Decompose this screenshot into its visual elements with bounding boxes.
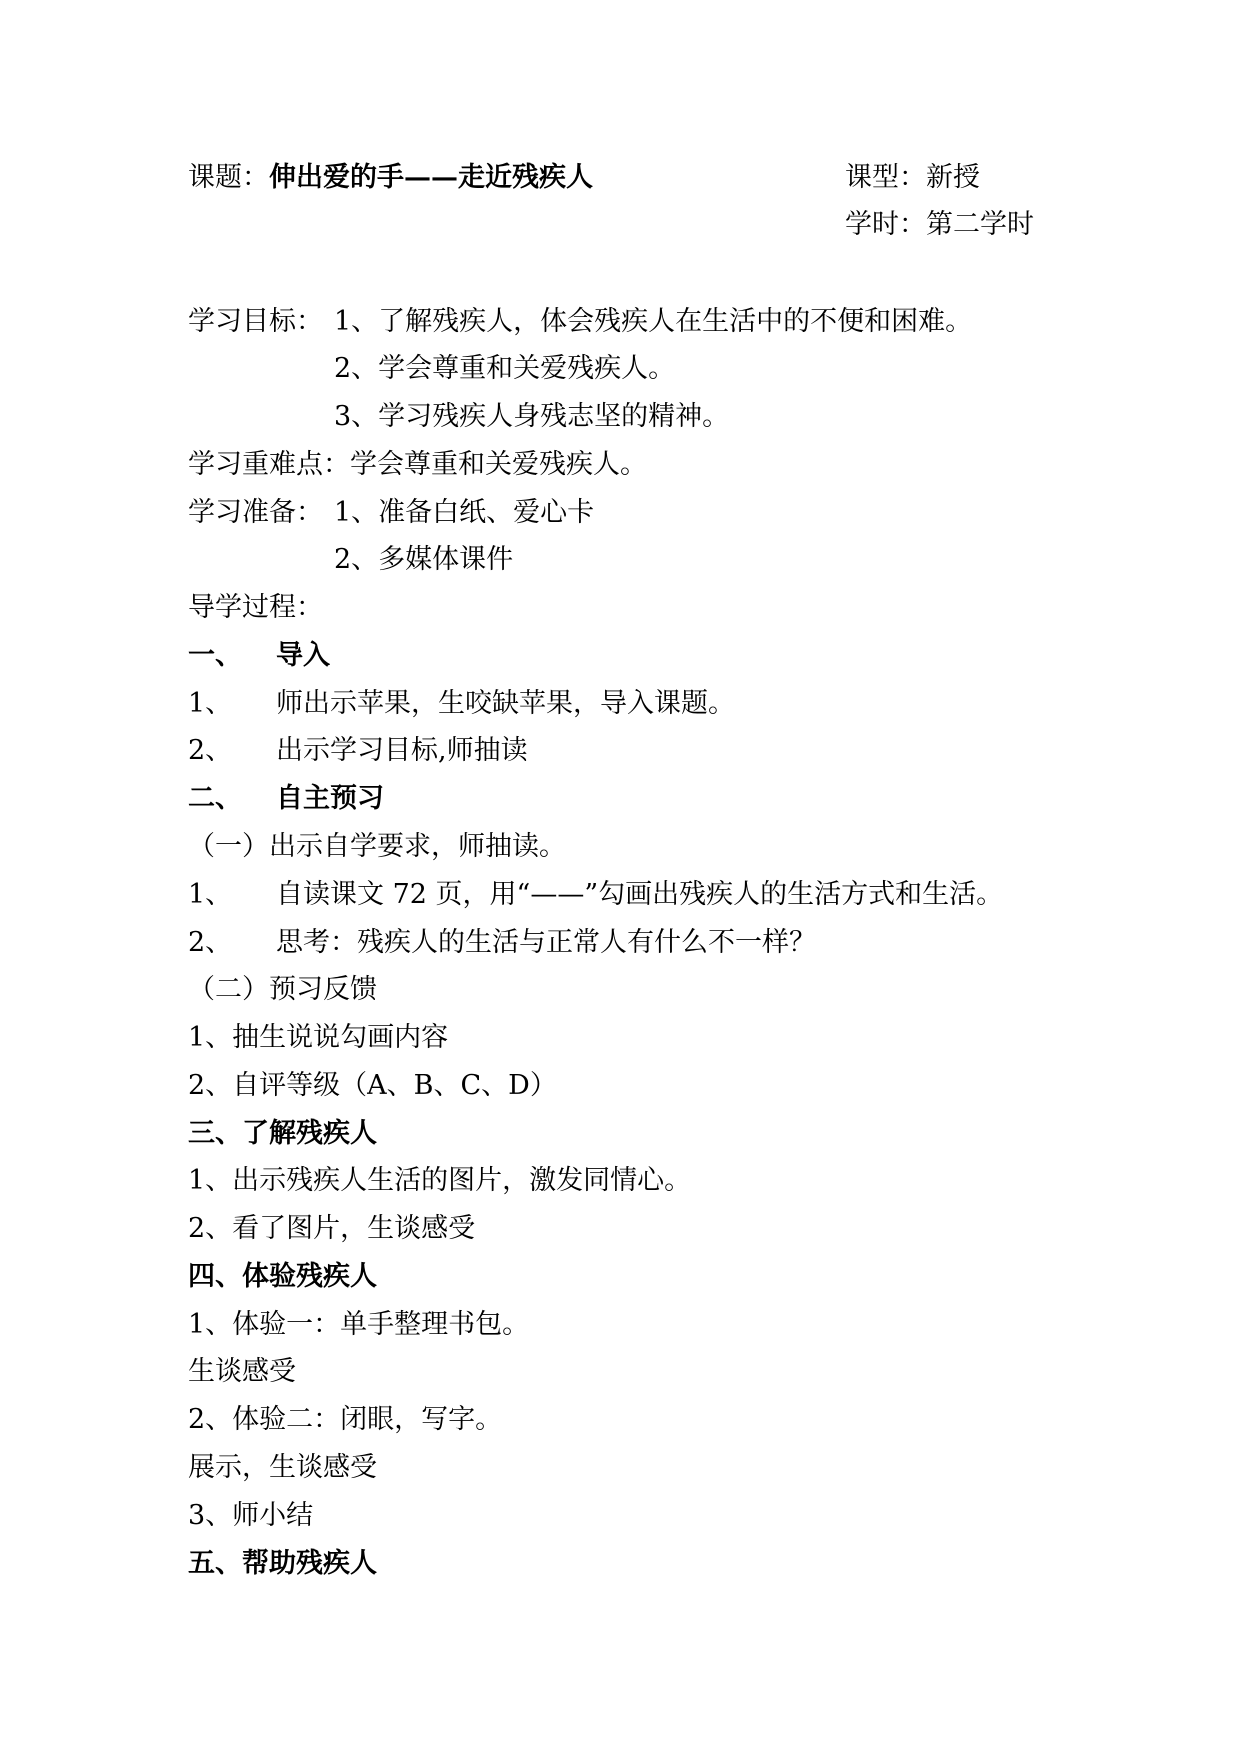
objective-item: 1、了解残疾人，体会残疾人在生活中的不便和困难。 [334,306,973,337]
item-number: 2、 [188,735,233,766]
list-item: 1、出示残疾人生活的图片，激发同情心。 [188,1165,692,1196]
subsection-heading: （二）预习反馈 [188,974,377,1005]
lesson-period-label: 学时： [845,209,926,240]
list-item: 1、抽生说说勾画内容 [188,1022,449,1053]
key-points-label: 学习重难点： [188,449,350,480]
preparation-item: 2、多媒体课件 [334,544,514,575]
item-text: 出示学习目标,师抽读 [276,735,528,766]
lesson-type-value: 新授 [926,162,980,193]
section-heading: 三、了解残疾人 [188,1118,377,1149]
section-title: 导入 [276,640,330,671]
section-heading: 四、体验残疾人 [188,1261,377,1292]
list-item: 2、自评等级（A、B、C、D） [188,1070,557,1101]
item-number: 1、 [188,688,233,719]
lesson-type [845,164,980,191]
objectives-label: 学习目标： [188,306,323,337]
list-item [188,881,1003,908]
list-item [188,690,735,717]
lesson-type-label: 课型： [845,162,926,193]
objective-item: 3、学习残疾人身残志坚的精神。 [334,401,730,432]
subsection-heading: （一）出示自学要求，师抽读。 [188,831,566,862]
item-text: 思考：残疾人的生活与正常人有什么不一样？ [276,927,816,958]
section-title: 自主预习 [276,783,384,814]
preparation-item: 1、准备白纸、爱心卡 [334,497,595,528]
list-item: 1、体验一：单手整理书包。 [188,1309,530,1340]
key-points-value: 学会尊重和关爱残疾人。 [350,449,647,480]
list-item [188,737,528,764]
key-points [188,451,647,478]
section-number: 一、 [188,640,242,671]
topic-title: 伸出爱的手——走近残疾人 [269,162,593,193]
list-item: 2、体验二：闭眼，写字。 [188,1404,503,1435]
lesson-period [845,211,1034,238]
preparation-label: 学习准备： [188,497,323,528]
section-heading [188,642,330,669]
item-number: 2、 [188,927,233,958]
section-heading [188,785,384,812]
process-label: 导学过程： [188,592,323,623]
item-text: 自读课文 72 页，用“——”勾画出残疾人的生活方式和生活。 [276,879,1004,910]
list-item: 3、师小结 [188,1500,314,1531]
lesson-period-value: 第二学时 [926,209,1034,240]
section-number: 二、 [188,783,242,814]
item-text: 师出示苹果，生咬缺苹果，导入课题。 [276,688,735,719]
topic-line [188,164,593,191]
list-item: 展示，生谈感受 [188,1452,377,1483]
list-item: 2、看了图片，生谈感受 [188,1213,476,1244]
list-item [188,929,816,956]
list-item: 生谈感受 [188,1356,296,1387]
item-number: 1、 [188,879,233,910]
objective-item: 2、学会尊重和关爱残疾人。 [334,353,676,384]
section-heading: 五、帮助残疾人 [188,1548,377,1579]
topic-label: 课题： [188,162,269,193]
